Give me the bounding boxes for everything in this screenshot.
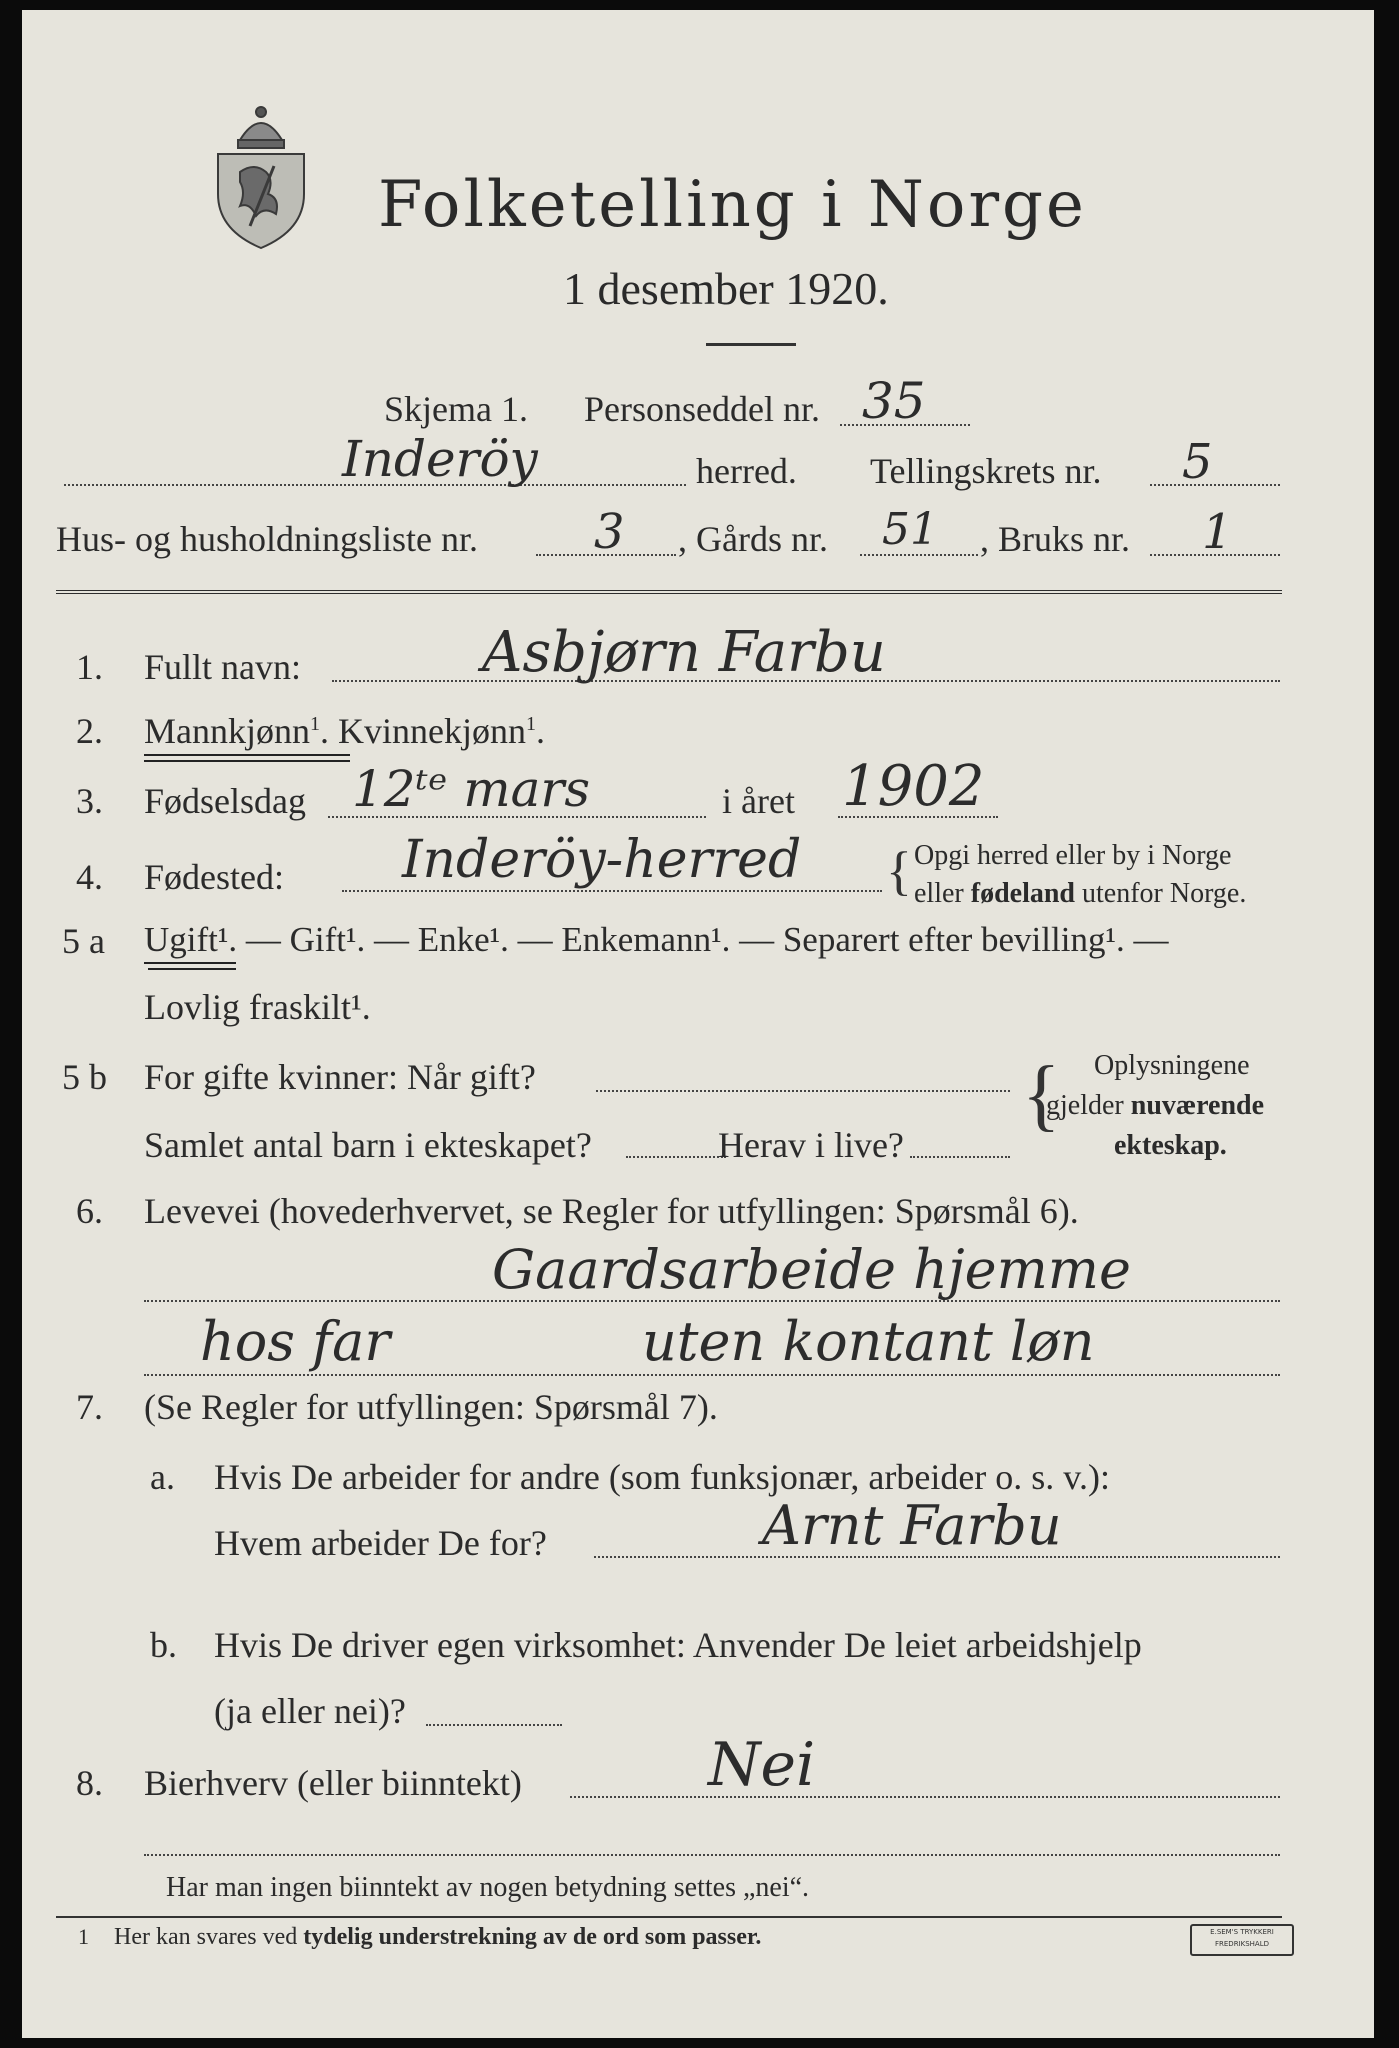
q5b-number: 5 b: [62, 1057, 107, 1097]
tellingskrets-line: [1150, 484, 1280, 486]
personseddel-value[interactable]: 35: [862, 372, 926, 430]
q2-end: .: [535, 711, 545, 751]
q5a-marital-options[interactable]: Ugift¹. — Gift¹. — Enke¹. — Enkemann¹. — Separert efter bevilling¹. —: [144, 920, 1169, 959]
header-separator: [56, 590, 1282, 594]
q4-note-1: Opgi herred eller by i Norge: [914, 840, 1232, 871]
q3-number: 3.: [76, 781, 103, 821]
side-income-value[interactable]: Nei: [708, 1730, 816, 1800]
q7-label: (Se Regler for utfyllingen: Spørsmål 7).: [144, 1387, 718, 1427]
birthplace-line: [342, 890, 882, 892]
male-underline-2: [144, 760, 350, 762]
q5b-alive-label: Herav i live?: [718, 1125, 904, 1165]
tellingskrets-label: Tellingskrets nr.: [870, 451, 1102, 491]
occupation-value-2b[interactable]: uten kontant løn: [642, 1310, 1095, 1373]
title-divider: [706, 343, 796, 346]
bruks-value[interactable]: 1: [1202, 504, 1233, 560]
q4-brace: {: [886, 841, 912, 901]
footnote-text-a: Her kan svares ved: [114, 1924, 304, 1950]
q5b-brace: {: [1022, 1051, 1061, 1139]
bruks-label: , Bruks nr.: [980, 519, 1131, 559]
q5a-number: 5 a: [62, 921, 105, 961]
ugift-underline-2: [148, 968, 236, 970]
printer-stamp-line-2: FREDRIKSHALD: [1214, 1940, 1269, 1948]
q7b-answer-label: (ja eller nei)?: [214, 1691, 406, 1731]
q7a-question: Hvis De arbeider for andre (som funksjonær, arbeider o. s. v.):: [214, 1457, 1110, 1497]
q1-number: 1.: [76, 647, 103, 687]
gards-label: , Gårds nr.: [678, 519, 828, 559]
occupation-line-2: [144, 1374, 1280, 1376]
q5a-divorced-option[interactable]: Lovlig fraskilt¹.: [144, 987, 371, 1027]
children-line: [626, 1156, 726, 1158]
male-footnote: 1: [310, 713, 320, 735]
birthplace-value[interactable]: Inderöy-herred: [402, 830, 802, 890]
side-income-line-2: [144, 1854, 1280, 1856]
female-footnote: 1: [525, 713, 536, 735]
footnote-text-b: tydelig understrekning av de ord som passer.: [303, 1924, 762, 1950]
tellingskrets-value[interactable]: 5: [1182, 434, 1213, 490]
husholdningsliste-label: Hus- og husholdningsliste nr.: [56, 519, 479, 559]
census-form-page: [22, 10, 1374, 2038]
q5b-note-3: ekteskap.: [1114, 1130, 1227, 1161]
q5b-note-2a: gjelder: [1046, 1090, 1131, 1121]
gards-value[interactable]: 51: [882, 504, 938, 555]
male-underline: [144, 754, 350, 756]
printer-stamp-line-1: E.SEM'S TRYKKERI: [1210, 1928, 1274, 1936]
q7a-employer-label: Hvem arbeider De for?: [214, 1523, 547, 1563]
form-title: Folketelling i Norge: [378, 168, 1087, 242]
q5b-children-label: Samlet antal barn i ekteskapet?: [144, 1125, 592, 1165]
birth-year-value[interactable]: 1902: [842, 754, 985, 819]
occupation-value-1[interactable]: Gaardsarbeide hjemme: [492, 1238, 1131, 1301]
side-income-line: [570, 1796, 1280, 1798]
footnote-mark: 1: [78, 1924, 89, 1949]
q1-label: Fullt navn:: [144, 647, 302, 687]
occupation-line-1: [144, 1300, 1280, 1302]
coat-of-arms-icon: [210, 102, 312, 252]
q5b-note-2: [1046, 1090, 1264, 1122]
q2-number: 2.: [76, 711, 103, 751]
q4-note-2b: fødeland: [970, 878, 1075, 909]
q8-number: 8.: [76, 1763, 103, 1803]
q5b-note-2b: nuværende: [1130, 1090, 1265, 1121]
q7a-letter: a.: [150, 1457, 175, 1497]
q3-label: Fødselsdag: [144, 781, 306, 821]
q7-number: 7.: [76, 1387, 103, 1427]
herred-value[interactable]: Inderöy: [342, 430, 538, 488]
husholdningsliste-value[interactable]: 3: [594, 504, 625, 560]
married-date-line: [596, 1090, 1010, 1092]
side-income-note: Har man ingen biinntekt av nogen betydning settes „nei“.: [166, 1872, 810, 1903]
full-name-value[interactable]: Asbjørn Farbu: [482, 620, 886, 685]
q5b-note-1: Oplysningene: [1094, 1050, 1250, 1081]
q4-note-2a: eller: [914, 878, 971, 909]
q7b-question: Hvis De driver egen virksomhet: Anvender De leiet arbeidshjelp: [214, 1625, 1142, 1665]
q6-number: 6.: [76, 1191, 103, 1231]
female-option[interactable]: Kvinnekjønn: [338, 711, 526, 751]
q4-number: 4.: [76, 857, 103, 897]
q7b-letter: b.: [150, 1625, 177, 1665]
ugift-underline: [144, 962, 236, 964]
birthday-value[interactable]: 12ᵗᵉ mars: [352, 760, 590, 818]
footnote-separator: [56, 1916, 1282, 1918]
census-date: 1 desember 1920.: [563, 263, 889, 314]
q6-label: Levevei (hovederhvervet, se Regler for utfyllingen: Spørsmål 6).: [144, 1191, 1079, 1231]
q5b-married-label: For gifte kvinner: Når gift?: [144, 1057, 536, 1097]
q4-note-2c: utenfor Norge.: [1075, 878, 1247, 909]
year-label: i året: [722, 781, 795, 821]
q2-separator: .: [320, 711, 329, 751]
printer-stamp: [1190, 1924, 1294, 1956]
male-option[interactable]: Mannkjønn: [144, 711, 310, 751]
employer-value[interactable]: Arnt Farbu: [762, 1494, 1062, 1557]
alive-line: [910, 1156, 1010, 1158]
footnote-text: [114, 1924, 761, 1951]
q4-label: Fødested:: [144, 857, 284, 897]
q8-label: Bierhverv (eller biinntekt): [144, 1763, 522, 1803]
occupation-value-2a[interactable]: hos far: [200, 1310, 391, 1373]
herred-label: herred.: [696, 451, 797, 491]
skjema-label: Skjema 1.: [384, 389, 528, 429]
personseddel-label: Personseddel nr.: [584, 389, 820, 429]
hired-help-line: [426, 1724, 562, 1726]
q4-note-2: [914, 878, 1246, 910]
q2-sex-options: [144, 710, 545, 752]
